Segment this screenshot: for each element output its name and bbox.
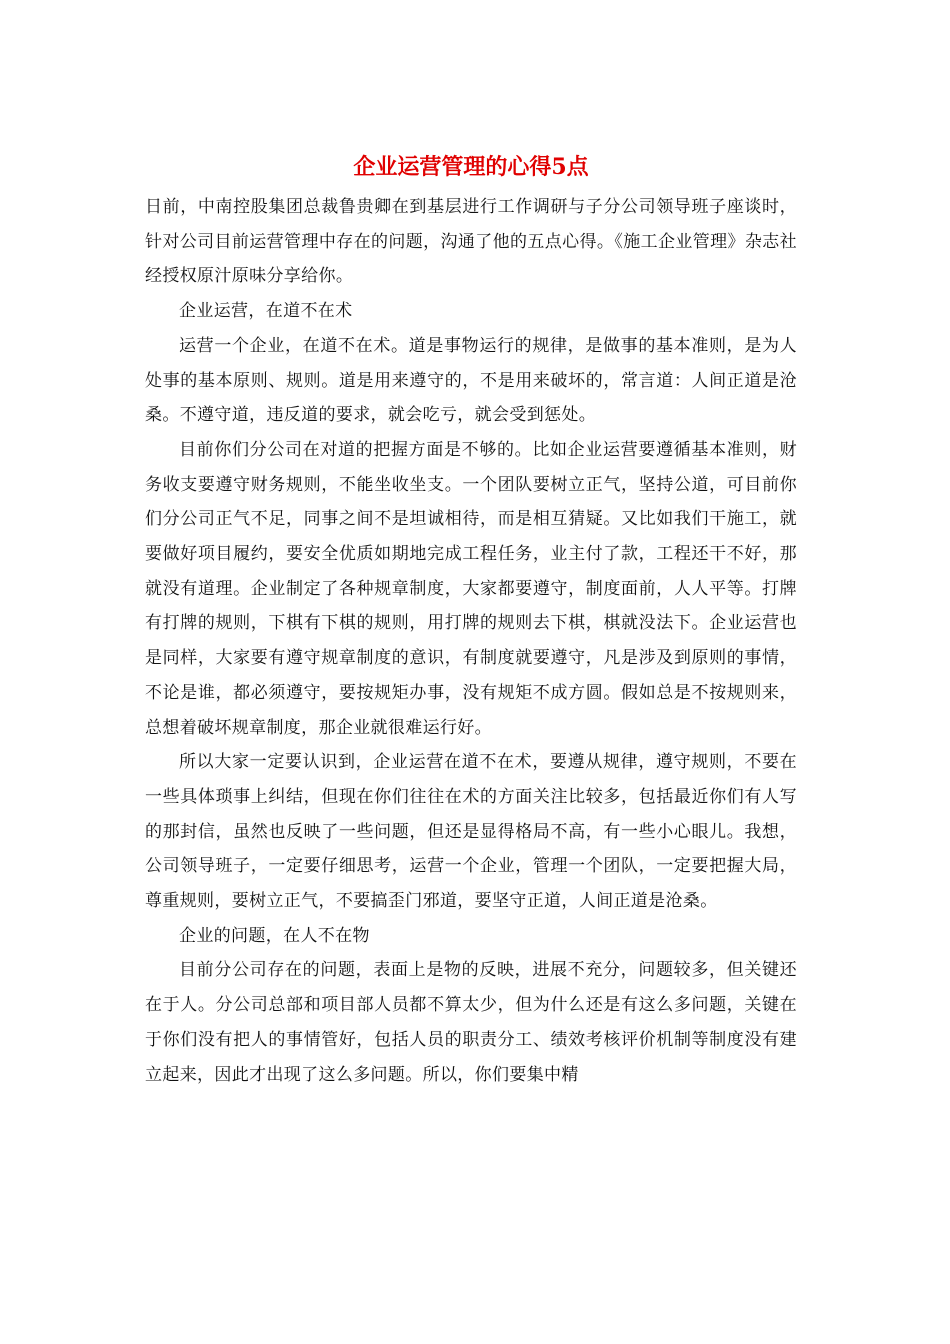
body-paragraph: 目前你们分公司在对道的把握方面是不够的。比如企业运营要遵循基本准则，财务收支要遵守财务规则，不能坐收坐支。一个团队要树立正气，坚持公道，可目前你们分公司正气不足，同事之间不是坦诚相待，而是相互猜疑。又比如我们干施工，就要做好项目履约，要安全优质如期地完成工程任务，业主付了款，工程还干不好，那就没有道理。企业制定了各种规章制度，大家都要遵守，制度面前，人人平等。打牌有打牌的规则，下棋有下棋的规则，用打牌的规则去下棋，棋就没法下。企业运营也是同样，大家要有遵守规章制度的意识，有制度就要遵守，凡是涉及到原则的事情，不论是谁，都必须遵守，要按规矩办事，没有规矩不成方圆。假如总是不按规则来，总想着破坏规章制度，那企业就很难运行好。 <box>145 439 797 738</box>
section-heading: 企业运营，在道不在术 <box>179 301 353 322</box>
section-2 <box>145 919 797 1093</box>
section-heading: 企业的问题，在人不在物 <box>179 925 370 946</box>
section-1 <box>145 294 797 919</box>
document-page <box>145 150 797 1092</box>
body-paragraph: 所以大家一定要认识到，企业运营在道不在术，要遵从规律，遵守规则，不要在一些具体琐事上纠结，但现在你们往往在术的方面关注比较多，包括最近你们有人写的那封信，虽然也反映了一些问题，但还是显得格局不高，有一些小心眼儿。我想，公司领导班子，一定要仔细思考，运营一个企业，管理一个团队，一定要把握大局，尊重规则，要树立正气，不要搞歪门邪道，要坚守正道，人间正道是沧桑。 <box>145 752 797 912</box>
document-title: 企业运营管理的心得5点 <box>353 154 589 180</box>
body-paragraph: 目前分公司存在的问题，表面上是物的反映，进展不充分，问题较多，但关键还在于人。分公司总部和项目部人员都不算太少，但为什么还是有这么多问题，关键在于你们没有把人的事情管好，包括人员的职责分工、绩效考核评价机制等制度没有建立起来，因此才出现了这么多问题。所以，你们要集中精 <box>145 960 797 1085</box>
body-paragraph: 运营一个企业，在道不在术。道是事物运行的规律，是做事的基本准则，是为人处事的基本原则、规则。道是用来遵守的，不是用来破坏的，常言道：人间正道是沧桑。不遵守道，违反道的要求，就会吃亏，就会受到惩处。 <box>145 335 797 426</box>
intro-paragraph: 日前，中南控股集团总裁鲁贵卿在到基层进行工作调研与子分公司领导班子座谈时，针对公司目前运营管理中存在的问题，沟通了他的五点心得。《施工企业管理》杂志社经授权原汁原味分享给你。 <box>145 197 797 287</box>
